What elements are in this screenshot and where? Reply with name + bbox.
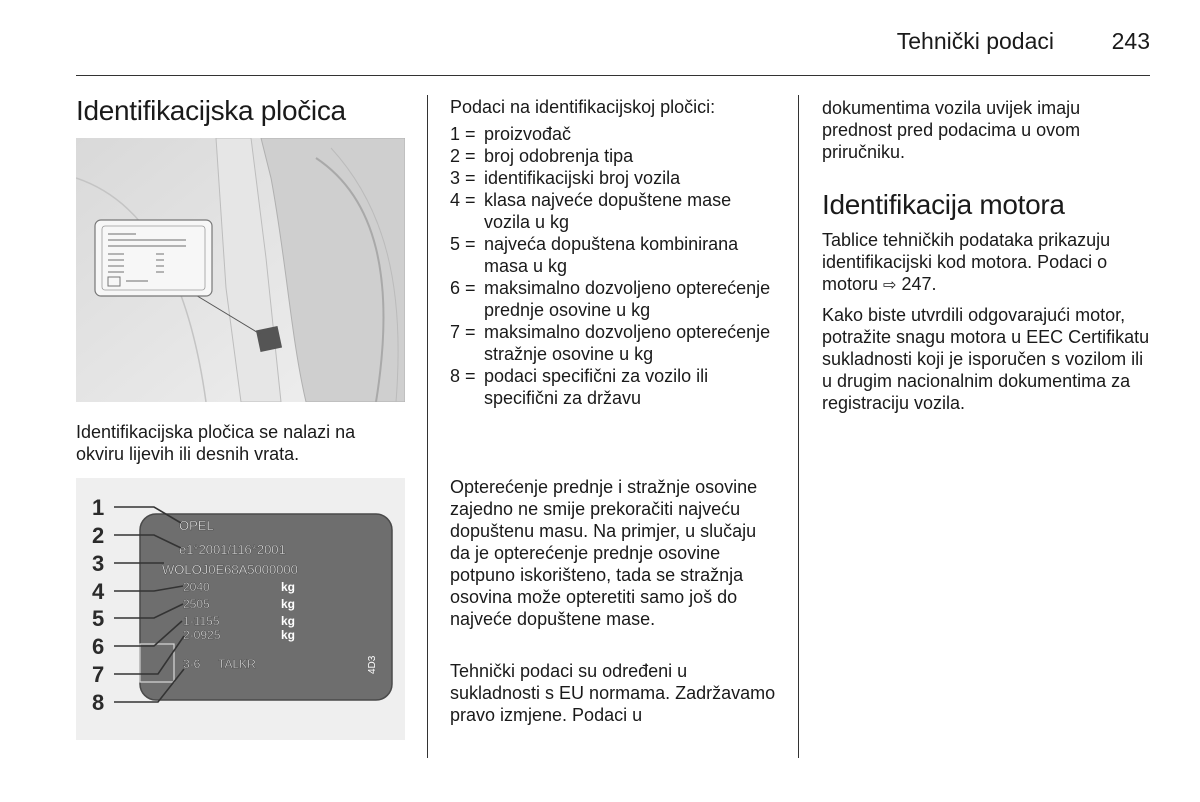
plate-country-text: TALKR: [218, 657, 256, 671]
plate-side-code: 4D3: [367, 655, 378, 674]
plate-rear-axle: 2-0925: [183, 628, 221, 642]
plate-country-code: 3-6: [183, 657, 201, 671]
legend-text: proizvođač: [484, 124, 572, 144]
legend-item: [450, 167, 780, 189]
callout-7: 7: [92, 662, 105, 687]
legend-number: 8 =: [450, 366, 476, 386]
column-divider-2: [798, 95, 799, 758]
page-reference-link[interactable]: 247.: [901, 274, 937, 294]
page-reference-arrow-icon[interactable]: ⇨: [883, 275, 897, 294]
legend-item: [450, 123, 780, 145]
plate-combined-mass: 2505: [183, 597, 210, 611]
legend-number: 2 =: [450, 146, 476, 166]
plate-unit-kg-1: kg: [281, 580, 296, 594]
section-heading-id-plate: Identifikacijska pločica: [76, 95, 346, 126]
legend-item: [450, 277, 780, 321]
legend-number: 7 =: [450, 322, 476, 342]
callout-5: 5: [92, 606, 105, 631]
plate-gross-mass: 2040: [183, 580, 210, 594]
callout-3: 3: [92, 551, 105, 576]
eec-certificate-paragraph: Kako biste utvrdili odgovarajući motor, potražite snagu motora u EEC Certifikatu sukladnosti koji je isporučen s vozilom ili u drugim nacionalnim dokumentima za registraciju vozila.: [822, 305, 1150, 413]
running-header-title: Tehnički podaci: [896, 28, 1054, 54]
plate-vin: WOLOJ0E68A5000000: [162, 562, 298, 577]
legend-item: [450, 233, 780, 277]
legend-number: 4 =: [450, 190, 476, 210]
engine-data-text: Tablice tehničkih podataka prikazuju identifikacijski kod motora. Podaci o motoru: [822, 230, 1111, 294]
plate-unit-kg-3: kg: [281, 614, 296, 628]
legend-text: identifikacijski broj vozila: [484, 168, 681, 188]
legend-text: maksimalno dozvoljeno opterećenje prednje osovine u kg: [484, 278, 771, 320]
legend-item: [450, 321, 780, 365]
plate-unit-kg-4: kg: [281, 628, 296, 642]
plate-front-axle: 1-1155: [183, 614, 220, 628]
column-divider-1: [427, 95, 428, 758]
plate-legend-list: [450, 123, 780, 409]
plate-unit-kg-2: kg: [281, 597, 296, 611]
legend-text: maksimalno dozvoljeno opterećenje stražnje osovine u kg: [484, 322, 771, 364]
axle-load-paragraph: Opterećenje prednje i stražnje osovine zajedno ne smije prekoračiti najveću dopuštenu masu. Na primjer, u slučaju da je opterećenje prednje osovine potpuno iskorišteno, tada se stražnja osovina može opteretiti samo još do najveće dopuštene mase.: [450, 477, 758, 629]
legend-item: [450, 365, 780, 409]
plate-data-intro: Podaci na identifikacijskoj pločici:: [450, 97, 716, 117]
plate-location-caption: Identifikacijska pločica se nalazi na okviru lijevih ili desnih vrata.: [76, 422, 356, 464]
callout-6: 6: [92, 634, 105, 659]
legend-number: 6 =: [450, 278, 476, 298]
legend-text: broj odobrenja tipa: [484, 146, 634, 166]
plate-brand: OPEL: [179, 518, 214, 533]
legend-text: najveća dopuštena kombinirana masa u kg: [484, 234, 739, 276]
callout-1: 1: [92, 495, 105, 520]
plate-approval-number: e1*2001/116*2001: [179, 542, 286, 557]
eu-standards-paragraph: Tehnički podaci su određeni u sukladnosti s EU normama. Zadržavamo pravo izmjene. Podaci u: [450, 661, 776, 725]
callout-2: 2: [92, 523, 105, 548]
header-divider: [76, 75, 1150, 76]
legend-number: 5 =: [450, 234, 476, 254]
legend-number: 1 =: [450, 124, 476, 144]
legend-item: [450, 145, 780, 167]
engine-data-paragraph: [822, 229, 1157, 296]
page-number: 243: [1111, 28, 1150, 54]
legend-text: klasa najveće dopuštene mase vozila u kg: [484, 190, 732, 232]
section-heading-engine-id: Identifikacija motora: [822, 189, 1065, 220]
legend-text: podaci specifični za vozilo ili specifični za državu: [484, 366, 709, 408]
callout-8: 8: [92, 690, 105, 715]
door-frame-photo: [76, 138, 405, 402]
callout-4: 4: [92, 579, 105, 604]
legend-number: 3 =: [450, 168, 476, 188]
id-plate-diagram: [76, 478, 405, 740]
continued-paragraph: dokumentima vozila uvijek imaju prednost pred podacima u ovom priručniku.: [822, 98, 1081, 162]
legend-item: [450, 189, 780, 233]
